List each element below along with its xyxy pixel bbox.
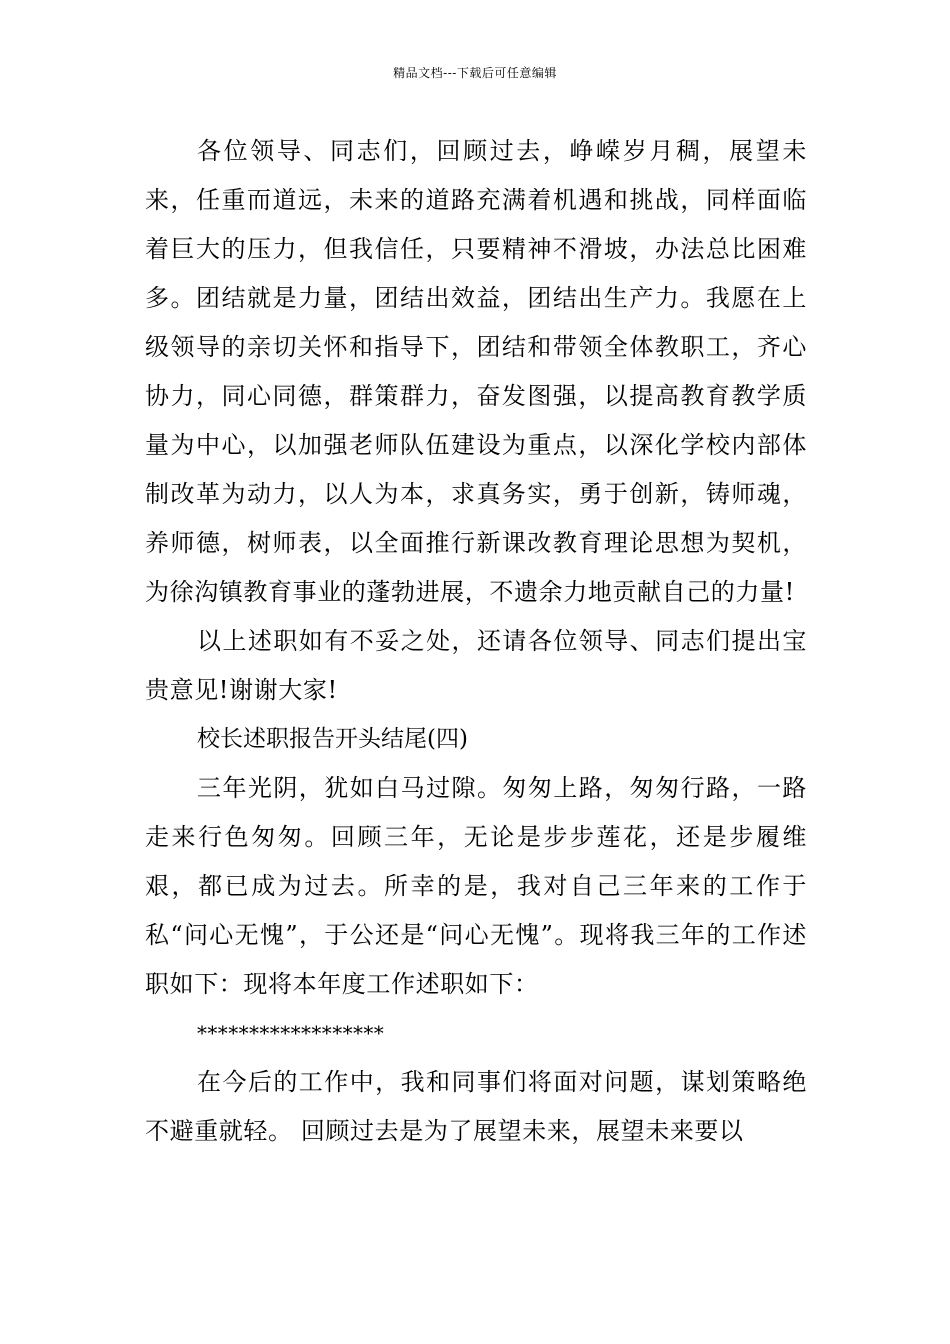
- separator-stars: ******************: [197, 1021, 385, 1045]
- page-header: 精品文档---下载后可任意编辑: [393, 66, 557, 80]
- paragraph-closing-speech: 各位领导、同志们，回顾过去，峥嵘岁月稠，展望未来，任重而道远，未来的道路充满着机遇和挑战，同样面临着巨大的压力，但我信任，只要精神不滑坡，办法总比困难多。团结就是力量，团结出效益，团结出生产力。我愿在上级领导的亲切关怀和指导下，团结和带领全体教职工，齐心协力，同心同德，群策群力，奋发图强，以提高教育教学质量为中心，以加强老师队伍建设为重点，以深化学校内部体制改革为动力，以人为本，求真务实，勇于创新，铸师魂，养师德，树师表，以全面推行新课改教育理论思想为契机，为徐沟镇教育事业的蓬勃进展，不遗余力地贡献自己的力量!: [145, 137, 807, 606]
- section-heading: 校长述职报告开头结尾(四): [197, 726, 468, 752]
- paragraph-future-work: 在今后的工作中，我和同事们将面对问题，谋划策略绝不避重就轻。 回顾过去是为了展望未来，展望未来要以: [145, 1068, 807, 1145]
- paragraph-thanks: 以上述职如有不妥之处，还请各位领导、同志们提出宝贵意见!谢谢大家!: [145, 627, 807, 704]
- paragraph-three-years: 三年光阴，犹如白马过隙。匆匆上路，匆匆行路，一路走来行色匆匆。回顾三年，无论是步步莲花，还是步履维艰，都已成为过去。所幸的是，我对自己三年来的工作于私“问心无愧”，于公还是“问心无愧”。现将我三年的工作述职如下：现将本年度工作述职如下：: [145, 774, 807, 998]
- document-body: [145, 127, 807, 1156]
